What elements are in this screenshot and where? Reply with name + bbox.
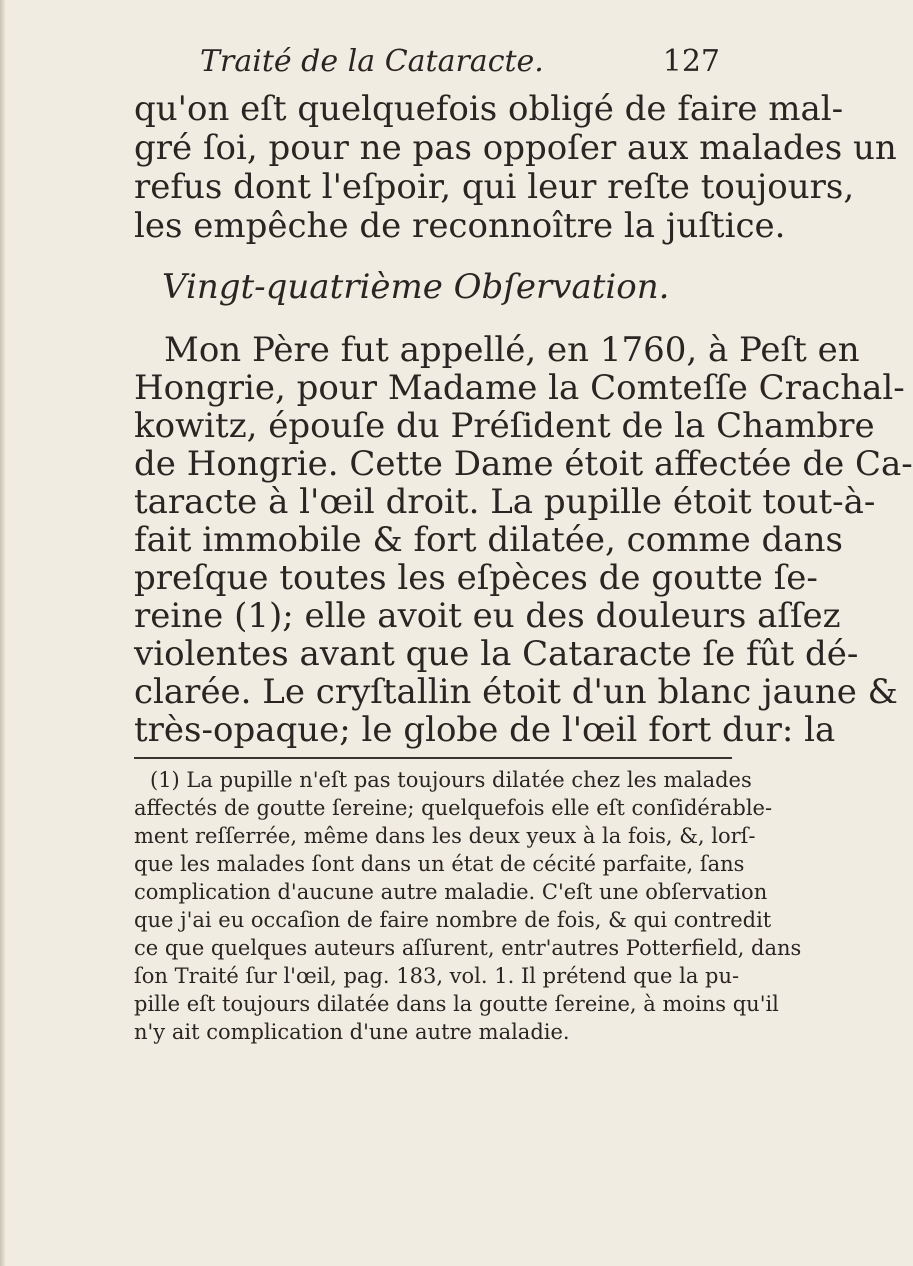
paragraph-line: Mon Père fut appellé, en 1760, à Peſt en — [164, 330, 860, 370]
footnote-line: ment reſſerrée, même dans les deux yeux à la fois, &, lorſ- — [134, 824, 756, 848]
body-line: qu'on eſt quelquefois obligé de faire mal- — [134, 89, 844, 129]
footnote-line: que j'ai eu occaſion de faire nombre de fois, & qui contredit — [134, 908, 772, 932]
footnote-line: affectés de goutte ſereine; quelquefois elle eſt conſidérable- — [134, 796, 773, 820]
footnote-line: ce que quelques auteurs aſſurent, entr'autres Potterfield, dans — [134, 936, 802, 960]
footnote-line: n'y ait complication d'une autre maladie. — [134, 1020, 570, 1044]
section-title: Vingt-quatrième Obſervation. — [162, 267, 670, 307]
footnote-rule — [134, 757, 732, 759]
page-number: 127 — [662, 44, 720, 79]
running-header — [200, 44, 720, 84]
body-line: refus dont l'eſpoir, qui leur reſte toujours, — [134, 167, 855, 207]
paragraph-line: violentes avant que la Cataracte ſe fût dé- — [134, 634, 859, 674]
running-title: Traité de la Cataracte. — [200, 44, 544, 79]
paragraph-line: kowitz, épouſe du Préſident de la Chambre — [134, 406, 875, 446]
paragraph-line: fait immobile & fort dilatée, comme dans — [134, 520, 843, 560]
paragraph-line: de Hongrie. Cette Dame étoit affectée de Ca- — [134, 444, 913, 484]
footnote-line: (1) La pupille n'eſt pas toujours dilatée chez les malades — [150, 768, 752, 792]
paragraph-line: taracte à l'œil droit. La pupille étoit tout-à- — [134, 482, 876, 522]
binding-edge — [0, 0, 6, 1266]
paragraph-line: preſque toutes les eſpèces de goutte ſe- — [134, 558, 818, 598]
footnote-line: ſon Traité ſur l'œil, pag. 183, vol. 1. Il prétend que la pu- — [134, 964, 740, 988]
paragraph-line: reine (1); elle avoit eu des douleurs aſſez — [134, 596, 841, 636]
paragraph-line: clarée. Le cryſtallin étoit d'un blanc jaune & — [134, 672, 898, 712]
paragraph-line: Hongrie, pour Madame la Comteſſe Crachal- — [134, 368, 905, 408]
body-line: gré ſoi, pour ne pas oppoſer aux malades un — [134, 128, 897, 168]
paragraph-line: très-opaque; le globe de l'œil fort dur: la — [134, 710, 836, 750]
footnote-line: complication d'aucune autre maladie. C'eſt une obſervation — [134, 880, 768, 904]
footnote-line: pille eſt toujours dilatée dans la goutte ſereine, à moins qu'il — [134, 992, 779, 1016]
footnote-line: que les malades ſont dans un état de cécité parfaite, ſans — [134, 852, 745, 876]
body-line: les empêche de reconnoître la juſtice. — [134, 206, 786, 246]
